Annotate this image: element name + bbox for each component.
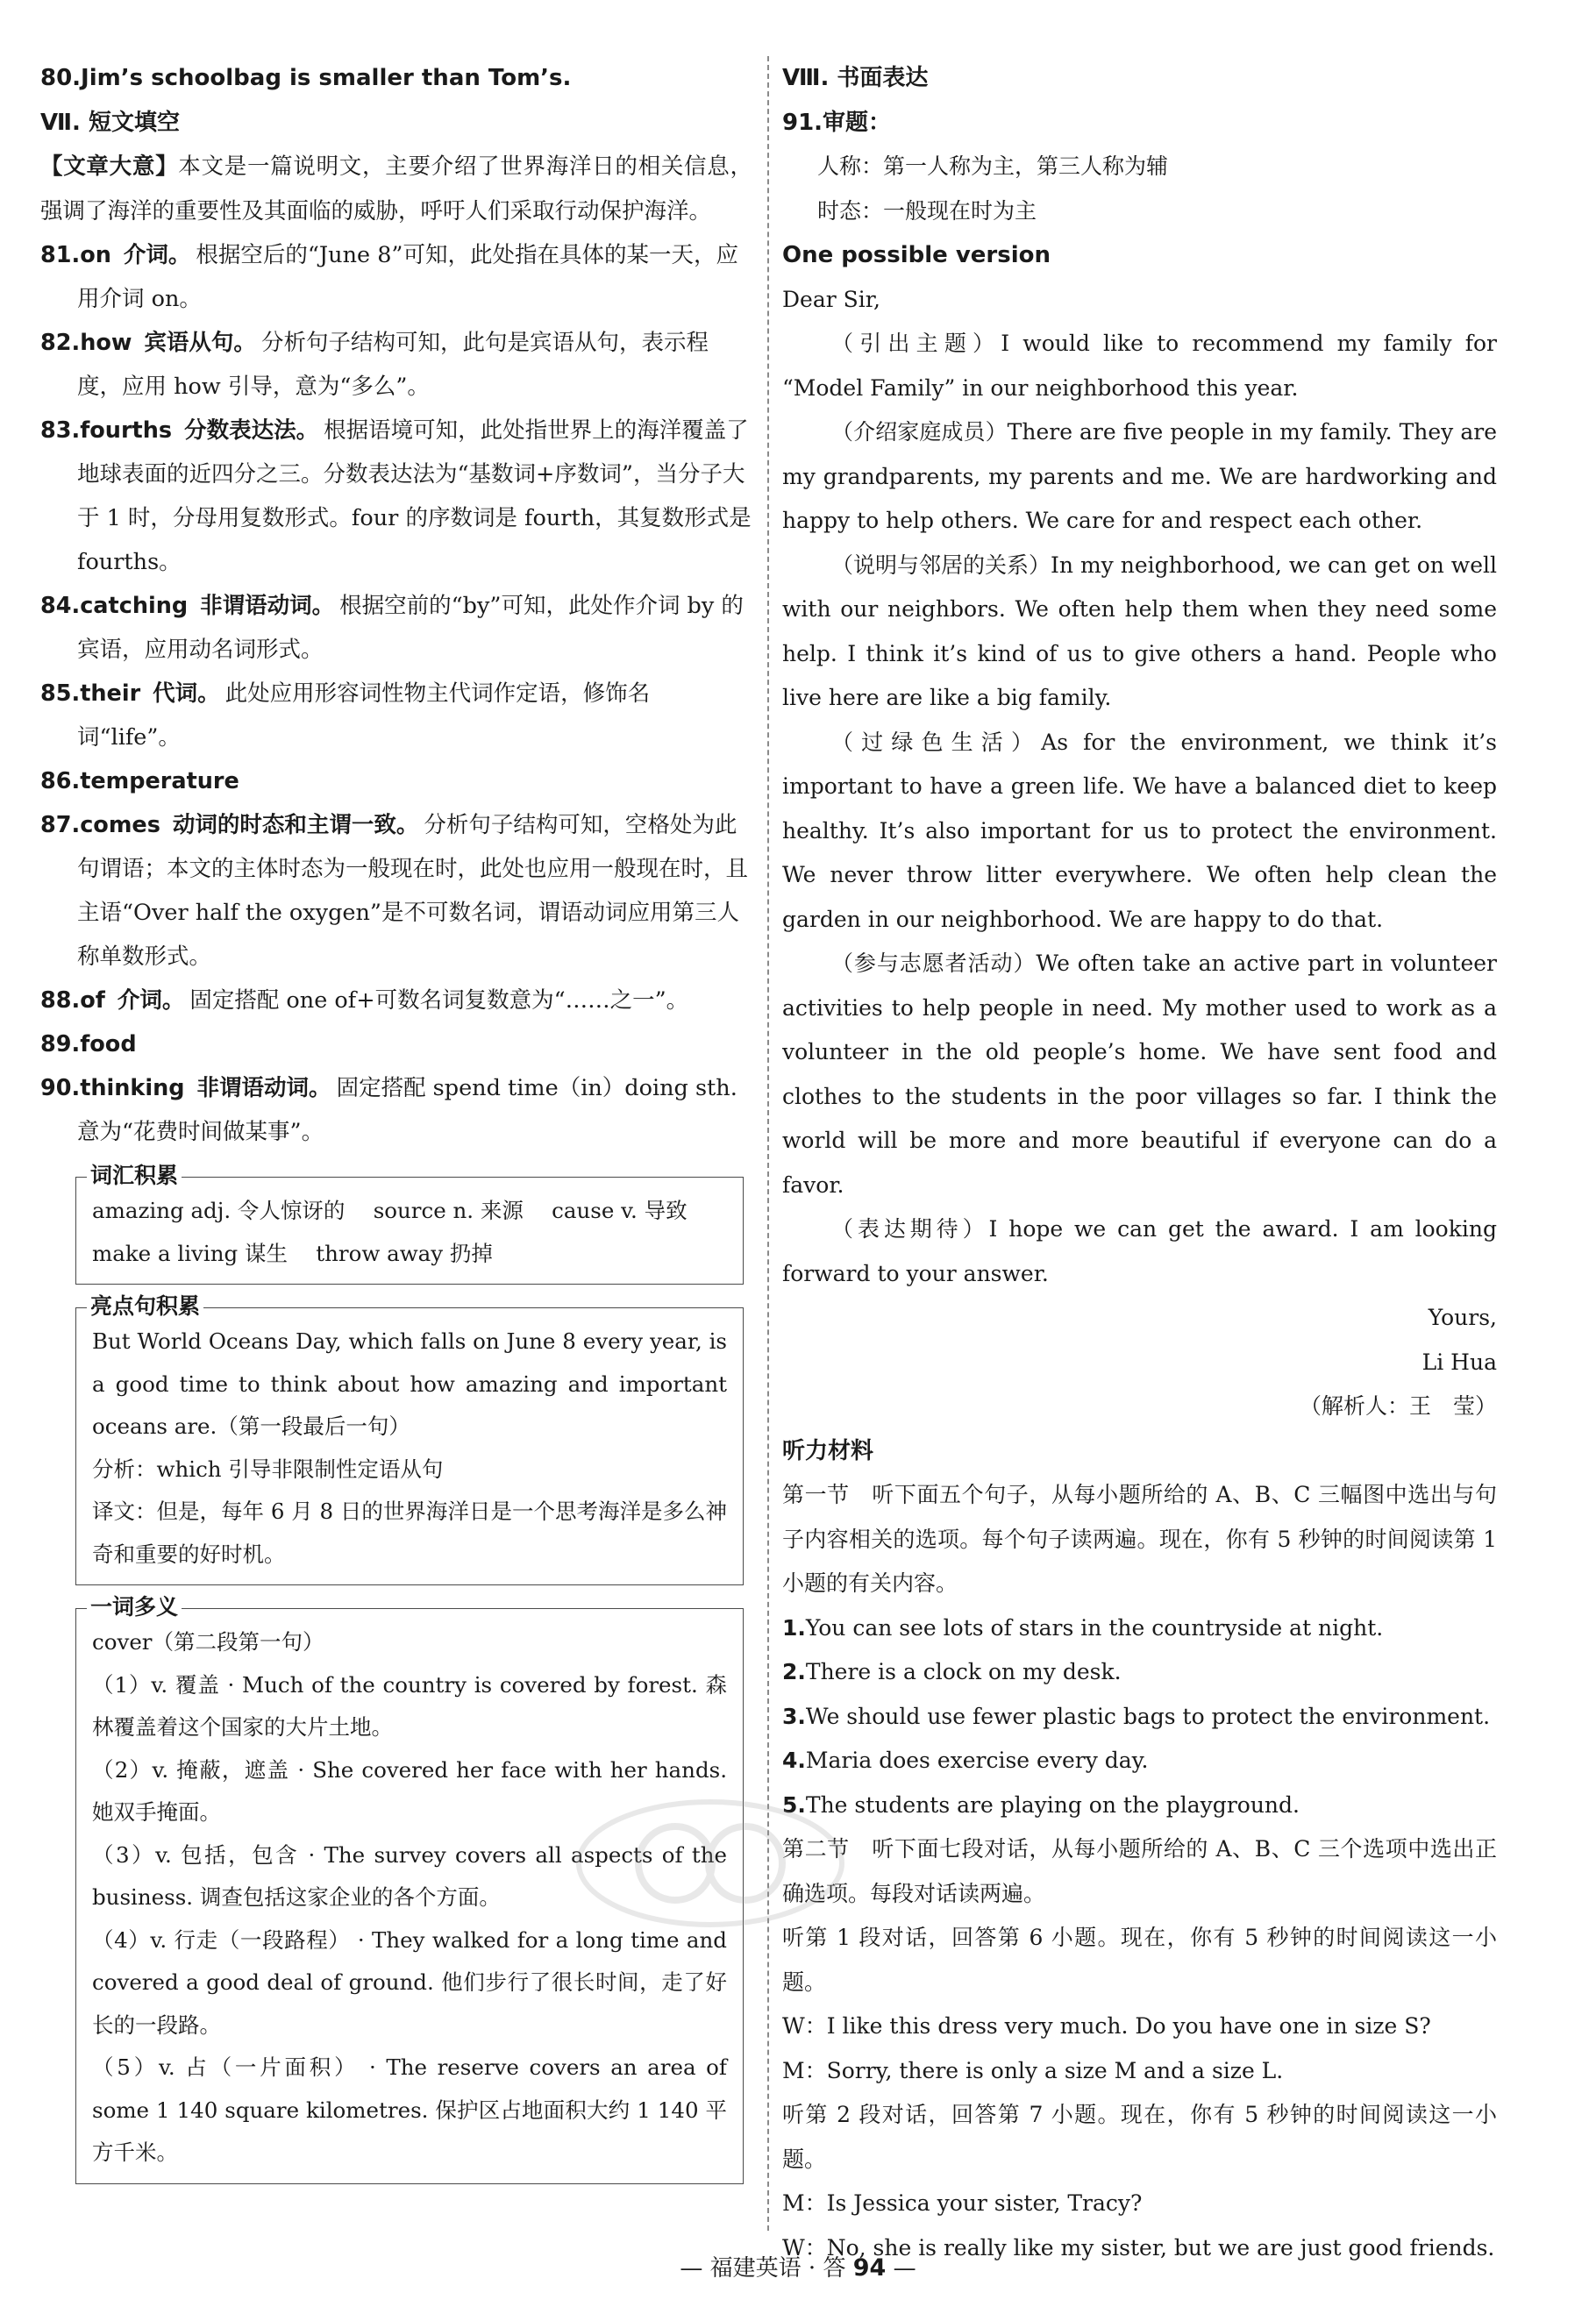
dialogue-2-woman: W：No, she is really like my sister, but we are just good friends. (782, 2234, 1495, 2261)
item-82: 82.how 宾语从句。 分析句子结构可知，此句是宾语从句，表示程度，应用 how 引导，意为“多么”。 (40, 330, 709, 400)
letter-closing: Yours, (1428, 1305, 1497, 1330)
item-89: 89.food (40, 1031, 137, 1057)
analyst-credit: （解析人：王 莹） (1299, 1393, 1497, 1419)
letter-paragraph (782, 1207, 1497, 1296)
polysemy-line: cover（第二段第一句） (92, 1629, 324, 1655)
polysemy-line: （1）v. 覆盖 · Much of the country is covered by forest. 森林覆盖着这个国家的大片土地。 (92, 1671, 727, 1740)
article-summary (40, 145, 752, 233)
listening-sentence: 3.We should use fewer plastic bags to protect the environment. (782, 1703, 1491, 1729)
polysemy-line: （2）v. 掩蔽，遮盖 · She covered her face with her hands. 她双手掩面。 (92, 1756, 727, 1825)
letter-signature: Li Hua (1421, 1349, 1497, 1375)
paragraph-text: There are five people in my family. They are my grandparents, my parents and me. We are hardworking and happy to help others. We care for and respect each other. (782, 419, 1497, 533)
item-84: 84.catching 非谓语动词。 根据空前的“by”可知，此处作介词 by 的宾语，应用动名词形式。 (40, 593, 744, 663)
listening-sentence: 5.The students are playing on the playground. (782, 1791, 1300, 1818)
letter-paragraph (782, 942, 1497, 1207)
vocab-line: make a living 谋生 throw away 扔掉 (92, 1240, 493, 1266)
paragraph-tag: （过绿色生活） (831, 729, 1042, 755)
paragraph-tag: （说明与邻居的关系） (831, 552, 1051, 578)
listening-section-2: 第二节 听下面七段对话，从每小题所给的 A、B、C 三个选项中选出正确选项。每段对话读两遍。 (782, 1836, 1497, 1906)
paragraph-text: I would like to recommend my family for “Model Family” in our neighborhood this year. (782, 331, 1497, 401)
listening-sentence: 2.There is a clock on my desk. (782, 1659, 1122, 1684)
sentence-translation: 译文：但是，每年 6 月 8 日的世界海洋日是一个思考海洋是多么神奇和重要的好时机。 (92, 1499, 727, 1567)
paragraph-text: As for the environment, we think it’s important to have a green life. We have a balanced diet to keep healthy. It’s also important for us to protect the environment. We never throw litter everywhere. We often help clean the garden in our neighborhood. We are happy to do that. (782, 729, 1497, 932)
column-divider (767, 56, 769, 2231)
summary-line-2: 信息，强调了海洋的重要性及其面临的威胁，呼吁人们采取行动 (40, 153, 752, 224)
page-number: 94 (852, 2254, 887, 2282)
polysemy-box-title: 一词多义 (87, 1592, 182, 1622)
listening-sentence: 4.Maria does exercise every day. (782, 1748, 1149, 1773)
dialogue-2-intro: 听第 2 段对话，回答第 7 小题。现在，你有 5 秒钟的时间阅读这一小题。 (782, 2102, 1497, 2172)
person-note: 人称：第一人称为主，第三人称为辅 (817, 153, 1169, 179)
dialogue-2-man: M：Is Jessica your sister, Tracy? (782, 2190, 1143, 2216)
dialogue-1-intro: 听第 1 段对话，回答第 6 小题。现在，你有 5 秒钟的时间阅读这一小题。 (782, 1925, 1497, 1995)
dialogue-1-man: M：Sorry, there is only a size M and a size L. (782, 2057, 1284, 2083)
summary-label: 【文章大意】 (40, 153, 179, 180)
listening-section-1: 第一节 听下面五个句子，从每小题所给的 A、B、C 三幅图中选出与句子内容相关的选项。每个句子读两遍。现在，你有 5 秒钟的时间阅读第 1 小题的有关内容。 (782, 1482, 1497, 1596)
item-87: 87.comes 动词的时态和主谓一致。 分析句子结构可知，空格处为此句谓语；本文的主体时态为一般现在时，此处也应用一般现在时，且主语“Over half the oxygen”是不可数名词，谓语动词应用第三人称单数形式。 (40, 812, 749, 970)
letter-greeting: Dear Sir, (782, 286, 880, 312)
tense-note: 时态：一般现在时为主 (817, 197, 1037, 224)
footer-text: — 福建英语 · 答 (680, 2255, 853, 2282)
sentence-line: But World Oceans Day, which falls on June 8 every year, is a good time to think about how amazing and important oceans are.（第一段最后一句） (92, 1328, 727, 1439)
item-90: 90.thinking 非谓语动词。 固定搭配 spend time（in）doing sth. 意为“花费时间做某事”。 (40, 1075, 737, 1145)
right-column (782, 56, 1497, 2270)
paragraph-tag: （参与志愿者活动） (831, 951, 1037, 976)
item-86: 86.temperature (40, 768, 239, 794)
vocab-box (75, 1163, 744, 1285)
paragraph-tag: （引出主题） (831, 331, 1001, 356)
vocab-line: amazing adj. 令人惊讶的 source n. 来源 cause v. 导致 (92, 1198, 688, 1223)
paragraph-tag: （表达期待） (831, 1216, 989, 1242)
section-7-title: Ⅶ. 短文填空 (40, 109, 180, 136)
q91-label: 91.审题： (782, 109, 892, 136)
paragraph-text: I hope we can get the award. I am looking forward to your answer. (782, 1216, 1497, 1286)
polysemy-line: （4）v. 行走（一段路程） · They walked for a long time and covered a good deal of ground. 他们步行了很长时间，走了好长的一段路。 (92, 1926, 727, 2038)
item-88: 88.of 介词。 固定搭配 one of+可数名词复数意为“……之一”。 (40, 987, 689, 1014)
letter-paragraph (782, 544, 1497, 721)
section-8-title: Ⅷ. 书面表达 (782, 65, 929, 91)
summary-line-3: 保护海洋。 (599, 197, 712, 224)
page-footer (0, 2250, 1596, 2282)
item-80-answer: 80.Jim’s schoolbag is smaller than Tom’s. (40, 65, 572, 91)
letter-paragraph (782, 410, 1497, 544)
paragraph-tag: （介绍家庭成员） (831, 419, 1008, 445)
dialogue-1-woman: W：I like this dress very much. Do you have one in size S? (782, 2013, 1431, 2039)
sentence-box-title: 亮点句积累 (87, 1292, 203, 1321)
polysemy-box (75, 1594, 744, 2184)
item-83: 83.fourths 分数表达法。 根据语境可知，此处指世界上的海洋覆盖了地球表面的近四分之三。分数表达法为“基数词+序数词”，当分子大于 1 时，分母用复数形式。four 的序数词是 fourth，其复数形式是 fourths。 (40, 417, 752, 575)
vocab-box-title: 词汇积累 (87, 1161, 182, 1191)
paragraph-text: In my neighborhood, we can get on well with our neighbors. We often help them when they need some help. I think it’s kind of us to give others a hand. People who live here are like a big family. (782, 552, 1497, 710)
polysemy-line: （3）v. 包括，包含 · The survey covers all aspects of the business. 调查包括这家企业的各个方面。 (92, 1841, 727, 1910)
letter-paragraph (782, 322, 1497, 410)
item-81: 81.on 介词。 根据空后的“June 8”可知，此处指在具体的某一天，应用介词 on。 (40, 242, 738, 312)
listening-title: 听力材料 (782, 1437, 874, 1464)
footer-tail: — (886, 2255, 916, 2282)
polysemy-line: （5）v. 占（一片面积） · The reserve covers an area of some 1 140 square kilometres. 保护区占地面积大约 1 140 平方千米。 (92, 2054, 727, 2165)
listening-sentence: 1.You can see lots of stars in the countryside at night. (782, 1614, 1384, 1641)
summary-line-1: 本文是一篇说明文，主要介绍了世界海洋日的相关 (178, 153, 685, 180)
left-column (40, 56, 752, 2202)
letter-paragraph (782, 721, 1497, 943)
item-85: 85.their 代词。 此处应用形容词性物主代词作定语，修饰名词“life”。 (40, 680, 651, 751)
paragraph-text: We often take an active part in volunteer activities to help people in need. My mother used to work as a volunteer in the old people’s home. We have sent food and clothes to the students in the poor villages so far. I think the world will be more and more beautiful if everyone can do a favor. (782, 951, 1497, 1198)
sentence-analysis: 分析：which 引导非限制性定语从句 (92, 1456, 444, 1482)
sentence-box (75, 1293, 744, 1585)
version-title: One possible version (782, 242, 1051, 268)
